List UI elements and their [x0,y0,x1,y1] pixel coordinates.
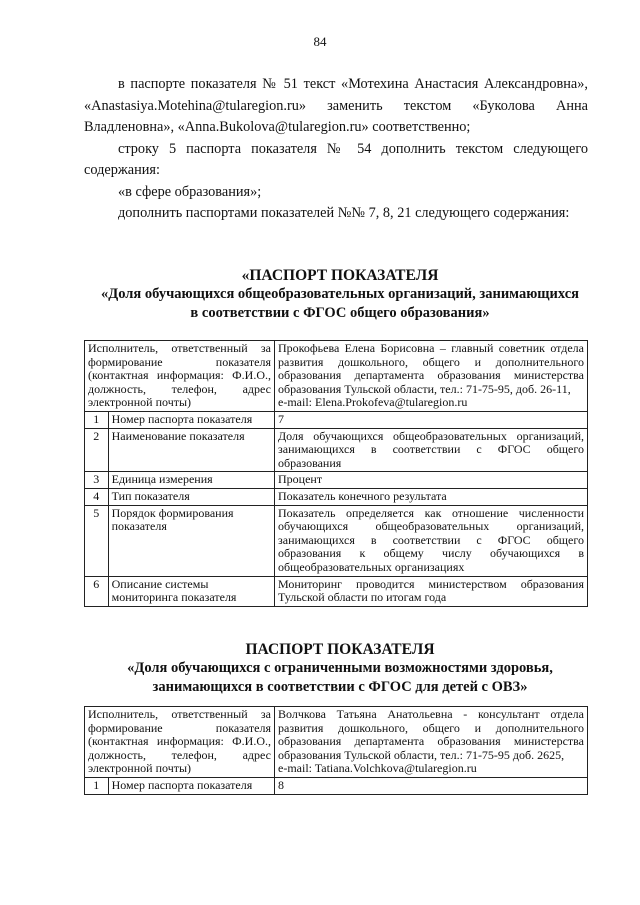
intro-paragraph-1: в паспорте показателя № 51 текст «Мотехина Анастасия Александровна», «Anastasiya.Motehina@tularegion.ru» заменить текстом «Буколова Анна Владленовна», «Anna.Bukolova@tularegion.ru» соответственно; [84,76,588,135]
passport-1-subtitle-line-2: в соответствии с ФГОС общего образования» [190,305,490,321]
passport-1-title: «ПАСПОРТ ПОКАЗАТЕЛЯ [241,267,439,284]
row-value: Мониторинг проводится министерством образования Тульской области по итогам года [275,576,588,606]
row-label: Номер паспорта показателя [108,777,274,794]
table-row [85,488,588,505]
executor-value: Волчкова Татьяна Анатольевна - консультант отдела развития дошкольного, общего и дополнительного образования департамента образования министерства образования Тульской области, тел.: 71-75-95 доб. 2625, [278,707,584,762]
row-number: 1 [85,411,109,428]
executor-value: Прокофьева Елена Борисовна – главный советник отдела развития дошкольного, общего и дополнительного образования департамента образования министерства образования Тульской области, тел.: 71-75-95, доб. 26-11, [278,341,584,396]
executor-email: e-mail: Tatiana.Volchkova@tularegion.ru [278,761,477,776]
intro-paragraph-2: строку 5 паспорта показателя № 54 дополнить текстом следующего содержания: [84,140,588,178]
passport-1-table [84,340,588,607]
table-row [85,707,588,778]
row-number: 1 [85,777,109,794]
row-value: 8 [275,777,588,794]
executor-cell [275,707,588,778]
row-label: Тип показателя [108,488,274,505]
table-row [85,341,588,412]
row-value: Показатель определяется как отношение численности обучающихся общеобразовательных организаций, занимающихся в соответствии с ФГОС общего образования к общему числу обучающихся в общеобразовательных организациях [275,505,588,576]
executor-label: Исполнитель, ответственный за формирование показателя (контактная информация: Ф.И.О., должность, телефон, адрес электронной почты) [85,341,275,412]
executor-cell [275,341,588,412]
row-value: Процент [275,472,588,489]
row-label: Номер паспорта показателя [108,411,274,428]
row-value: 7 [275,411,588,428]
intro-text [84,74,588,225]
passport-2-subtitle-line-2: занимающихся в соответствии с ФГОС для детей с ОВЗ» [152,679,528,695]
table-row [85,777,588,794]
table-row [85,472,588,489]
row-value: Доля обучающихся общеобразовательных организаций, занимающихся в соответствии с ФГОС общего образования [275,428,588,472]
row-label: Наименование показателя [108,428,274,472]
row-number: 3 [85,472,109,489]
executor-label: Исполнитель, ответственный за формирование показателя (контактная информация: Ф.И.О., должность, телефон, адрес электронной почты) [85,707,275,778]
row-number: 5 [85,505,109,576]
passport-1-subtitle-line-1: «Доля обучающихся общеобразовательных организаций, занимающихся [100,286,580,302]
page-number: 84 [313,34,327,49]
row-number: 2 [85,428,109,472]
row-label: Описание системы мониторинга показателя [108,576,274,606]
passport-2-table [84,706,588,795]
passport-2-title: ПАСПОРТ ПОКАЗАТЕЛЯ [245,641,435,658]
executor-email: e-mail: Elena.Prokofeva@tularegion.ru [278,395,468,410]
row-number: 4 [85,488,109,505]
row-number: 6 [85,576,109,606]
table-row [85,428,588,472]
row-label: Порядок формирования показателя [108,505,274,576]
row-value: Показатель конечного результата [275,488,588,505]
intro-paragraph-4: дополнить паспортами показателей №№ 7, 8, 21 следующего содержания: [118,205,570,221]
passport-2-subtitle-line-1: «Доля обучающихся с ограниченными возможностями здоровья, [127,660,553,676]
passport-2-heading [60,640,620,697]
table-row [85,576,588,606]
table-row [85,505,588,576]
passport-1-heading [60,266,620,323]
table-row [85,411,588,428]
intro-paragraph-3: «в сфере образования»; [118,183,262,200]
row-label: Единица измерения [108,472,274,489]
